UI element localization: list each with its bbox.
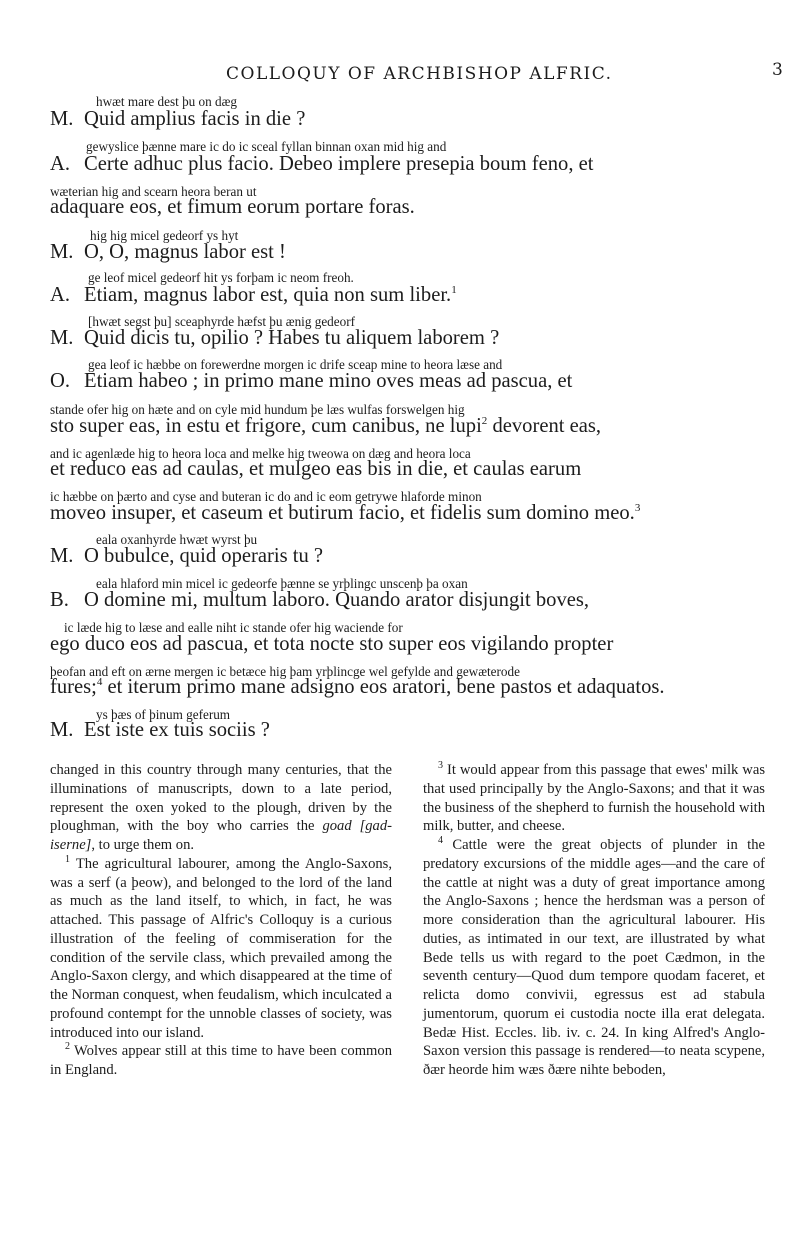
latin-line [50,719,270,742]
latin-line [50,327,499,350]
gloss-line: wæterian hig and scearn heora beran ut [50,184,257,199]
latin-text: Etiam, magnus labor est, quia non sum liber. [84,284,452,306]
footnote-mark: 2 [65,1041,70,1053]
italic-term: [gad-iserne] [50,818,393,853]
speaker-label: M. [50,719,74,741]
speaker-label: M. [50,108,74,130]
footnote-1: $^1$ The agricultural labourer, among the Anglo-Saxons, was a serf (a þeow), and belonged to the lord of the land as much as the land itself, to which, in fact, he was attached. This passage of Alfric's Colloquy is a curious illustration of the feeling of commiseration for the condition of the servile class, which prevailed among the Anglo-Saxon clergy, and which disappeared at the time of the Norman conquest, when feudalism, which inculcated a profound contempt for the unnoble classes of society, was introduced into our island. [50,853,392,1041]
footnote-ref: 3 [634,502,641,515]
latin-text: O domine mi, multum laboro. Quando arator disjungit boves, [84,589,590,611]
gloss-line: eala oxanhyrde hwæt wyrst þu [96,532,258,547]
latin-text: moveo insuper, et caseum et butirum facio, et fidelis sum domino meo. [50,502,635,524]
footnote-mark: 3 [438,760,443,772]
latin-text: O, O, magnus labor est ! [84,241,286,263]
gloss-line: ic læde hig to læse and ealle niht ic stande ofer hig waciende for [64,620,403,635]
latin-line [50,545,323,568]
gloss-line: and ic agenlæde hig to heora loca and melke hig tweowa on dæg and heora loca [50,446,471,461]
latin-line: adaquare eos, et fimum eorum portare foras. [50,196,415,218]
latin-text: Quid dicis tu, opilio ? Habes tu aliquem laborem ? [84,327,500,349]
footnote-2: $^2$ Wolves appear still at this time to have been common in England. [50,1041,393,1078]
running-title: COLLOQUY OF ARCHBISHOP ALFRIC. [226,64,613,84]
gloss-line: [hwæt segst þu] sceaphyrde hæfst þu ænig gedeorf [88,314,355,329]
latin-text: fures; [50,676,97,698]
gloss-line: eala hlaford min micel ic gedeorfe þænne se yrþlingc unscenþ þa oxan [96,576,468,591]
footnote-continuation: changed in this country through many centuries, that the illuminations of manuscripts, down to a late period, represent the oxen yoked to the plough, driven by the ploughman, with the boy who carries the goad [gad-iserne], to urge them on. [50,762,393,853]
latin-line [50,284,457,307]
speaker-label: M. [50,545,74,567]
latin-line [50,502,640,525]
footnote-ref: 2 [481,415,488,428]
latin-text: devorent eas, [487,415,602,437]
gloss-line: ic hæbbe on þærto and cyse and buteran ic do and ic eom getrywe hlaforde minon [50,489,482,504]
latin-text: O bubulce, quid operaris tu ? [84,545,324,567]
latin-text: Etiam habeo ; in primo mane mino oves meas ad pascua, et [84,370,573,392]
latin-text: Quid amplius facis in die ? [84,108,306,130]
speaker-label: B. [50,589,69,611]
latin-line [50,241,286,264]
latin-line: et reduco eas ad caulas, et mulgeo eas bis in die, et caulas earum [50,458,582,480]
latin-text: sto super eas, in estu et frigore, cum canibus, ne lupi [50,415,482,437]
gloss-line: ge leof micel gedeorf hit ys forþam ic neom freoh. [88,270,354,285]
latin-text: Est iste ex tuis sociis ? [84,719,270,741]
latin-line [50,589,589,612]
page-number: 3 [772,60,783,80]
footnote-ref: 4 [96,676,103,689]
gloss-line: hig hig micel gedeorf ys hyt [90,228,239,243]
gloss-line: gea leof ic hæbbe on forewerdne morgen ic drife sceap mine to heora læse and [88,357,503,372]
gloss-line: ys þæs of þinum geferum [96,707,231,722]
latin-text: Certe adhuc plus facio. Debeo implere presepia boum feno, et [84,153,594,175]
latin-line [50,676,665,699]
latin-line [50,153,594,176]
footnotes-left-column [50,761,392,1080]
speaker-label: M. [50,327,74,349]
latin-line [50,415,601,438]
gloss-line: þeofan and eft on ærne mergen ic betæce hig þam yrþlincge wel gefylde and gewæterode [50,664,520,679]
gloss-line: stande ofer hig on hæte and on cyle mid hundum þe læs wulfas forswelgen hig [50,402,465,417]
italic-term: goad [322,818,352,835]
latin-line [50,370,572,393]
latin-line: ego duco eos ad pascua, et tota nocte sto super eos vigilando propter [50,633,614,655]
speaker-label: A. [50,153,71,175]
footnote-3: $^3$ It would appear from this passage that ewes' milk was that used principally by the Anglo-Saxons; and that it was the business of the shepherd to furnish the household with milk, butter, and cheese. [423,760,765,835]
footnote-mark: 1 [65,853,70,865]
latin-line [50,108,305,131]
footnote-ref: 1 [451,284,457,297]
footnotes-right-column [423,761,765,1080]
footnote-4: $^4$ Cattle were the great objects of plunder in the predatory excursions of the middle ages—and the care of the cattle at night was a duty of great importance among the Anglo-Saxons ; hence the herdsman was a person of more consideration than the agricultural labourer. His duties, as intimated in our text, are illustrated by what Bede tells us with regard to the poet Cædmon, in the seventh century—Quod dum tempore quodam faceret, et relicta domo convivii, egressus est ad stabula jumentorum, quorum ei custodia nocte illa erat delegata. Bedæ Hist. Eccles. lib. iv. c. 24. In king Alfred's Anglo-Saxon version this passage is rendered—to neata scypene, ðær heorde him wæs ðære nihte beboden, [423,835,765,1078]
gloss-line: hwæt mare dest þu on dæg [96,94,238,109]
gloss-line: gewyslice þænne mare ic do ic sceal fyllan binnan oxan mid hig and [86,139,447,154]
latin-text: et iterum primo mane adsigno eos aratori, bene pastos et adaquatos. [102,676,665,698]
speaker-label: O. [50,370,71,392]
speaker-label: M. [50,241,74,263]
speaker-label: A. [50,284,71,306]
footnote-mark: 4 [438,835,443,847]
